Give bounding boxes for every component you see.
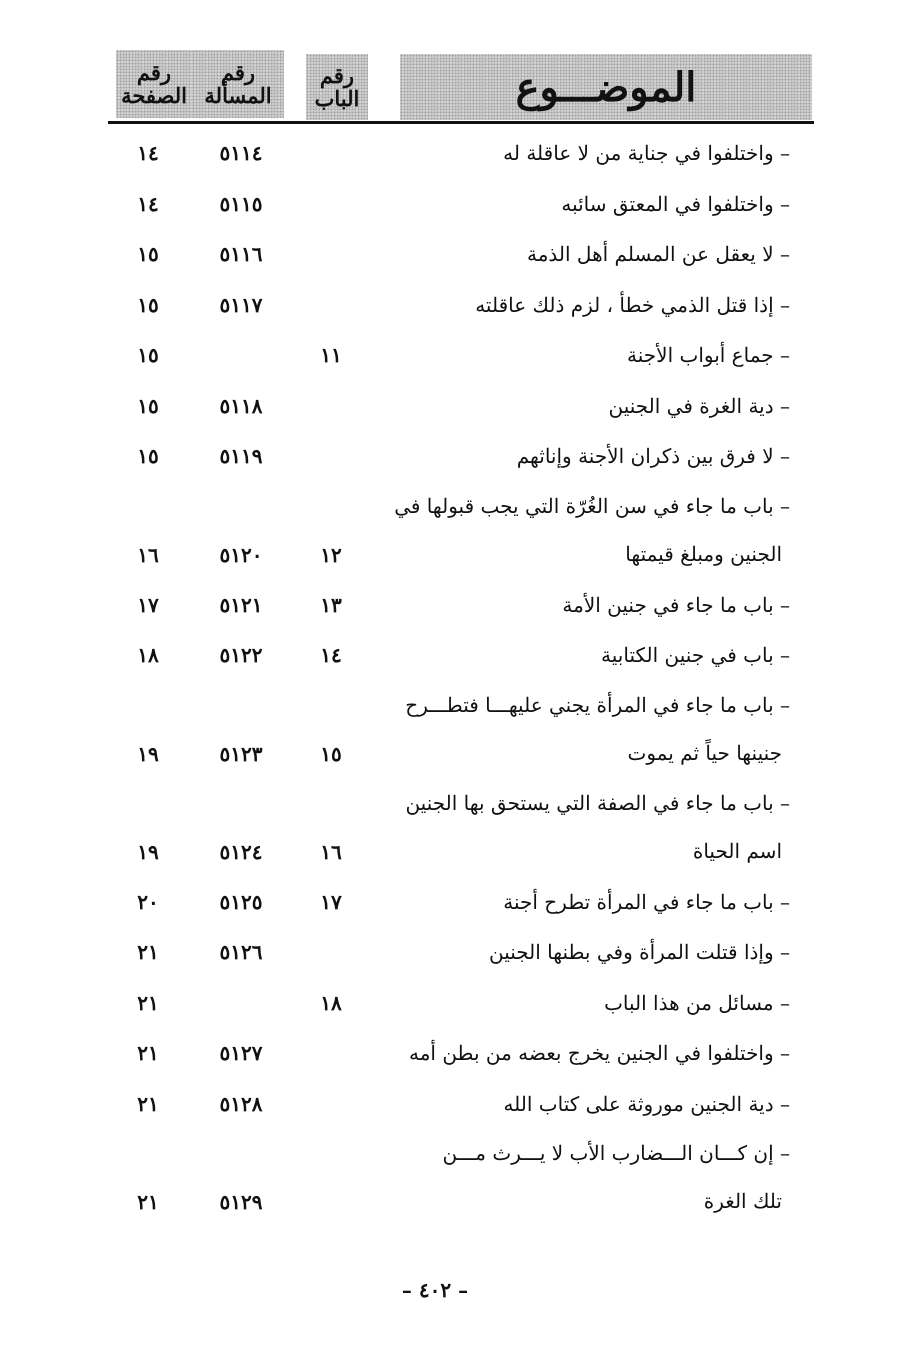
row-masala-number: ٥١٢٦ (219, 940, 263, 964)
table-row (0, 229, 900, 280)
row-masala-number: ٥١١٤ (219, 141, 263, 165)
table-row (0, 927, 900, 978)
header-bab-line1: رقم (319, 62, 355, 88)
row-topic-line1: – واختلفوا في المعتق سائبه (561, 191, 790, 216)
row-topic-line1: – واختلفوا في الجنين يخرج بعضه من بطن أمه (408, 1041, 790, 1065)
header-bab-line2: الباب (314, 86, 360, 111)
row-topic (350, 128, 790, 178)
table-row (0, 1028, 900, 1079)
table-row (0, 580, 900, 631)
row-topic (350, 580, 790, 630)
row-page-number: ٢١ (137, 1041, 159, 1065)
row-page-number: ٢١ (137, 990, 159, 1015)
row-topic-line1: – باب ما جاء في جنين الأمة (562, 592, 790, 617)
row-page-number: ١٥ (137, 242, 159, 266)
row-bab-number: ١٥ (320, 741, 342, 766)
row-topic (350, 779, 790, 875)
row-masala-number: ٥١٢٠ (219, 542, 263, 567)
row-masala-number: ٥١٢٨ (219, 1091, 263, 1116)
row-topic (350, 229, 790, 279)
row-masala-number: ٥١٢٥ (219, 889, 263, 914)
row-topic (350, 1129, 790, 1225)
row-page-number: ١٨ (137, 643, 159, 667)
row-topic-line1: – لا فرق بين ذكران الأجنة وإناثهم (516, 444, 790, 468)
page-number: – ٤٠٢ – (401, 1278, 469, 1302)
row-masala-number: ٥١٢٢ (219, 643, 263, 667)
table-row (0, 630, 900, 681)
table-row (0, 280, 900, 331)
row-topic (350, 381, 790, 431)
table-row (0, 482, 900, 580)
header-masala-line1: رقم (220, 59, 256, 85)
row-bab-number: ١٣ (320, 592, 342, 617)
row-page-number: ١٤ (137, 141, 159, 165)
row-topic-line1: – جماع أبواب الأجنة (627, 343, 790, 367)
row-masala-number: ٥١٢٤ (219, 839, 263, 864)
index-table (0, 128, 900, 1227)
row-page-number: ٢١ (137, 1190, 159, 1214)
row-topic-line1: – واختلفوا في جناية من لا عاقلة له (503, 141, 790, 165)
row-topic-line1: – باب ما جاء في سن الغُرّة التي يجب قبولها في (394, 493, 790, 518)
header-safha-line2: الصفحة (121, 83, 187, 108)
row-topic-line1: – لا يعقل عن المسلم أهل الذمة (526, 242, 790, 266)
table-row (0, 431, 900, 482)
header-safha (116, 50, 192, 118)
row-topic (350, 482, 790, 578)
row-bab-number: ١٨ (320, 990, 342, 1015)
row-page-number: ١٥ (137, 393, 159, 418)
row-topic (350, 330, 790, 380)
row-topic (350, 179, 790, 229)
row-page-number: ٢٠ (137, 889, 159, 914)
header-topic-label: الموضـــوع (515, 63, 697, 111)
row-masala-number: ٥١١٨ (219, 393, 263, 418)
row-masala-number: ٥١١٧ (219, 292, 263, 317)
header-topic (400, 54, 812, 120)
table-row (0, 128, 900, 179)
table-row (0, 877, 900, 928)
header-masala (192, 50, 284, 118)
header-safha-line1: رقم (136, 59, 172, 85)
row-topic-line1: – باب ما جاء في المرأة تطرح أجنة (503, 889, 790, 914)
row-topic-line2: اسم الحياة (692, 838, 782, 863)
row-topic-line2: جنينها حياً ثم يموت (627, 740, 782, 765)
row-topic-line1: – باب في جنين الكتابية (601, 643, 790, 667)
row-masala-number: ٥١١٦ (219, 242, 263, 266)
row-page-number: ١٥ (137, 292, 159, 317)
row-topic-line1: – باب ما جاء في الصفة التي يستحق بها الجنين (405, 790, 790, 815)
row-topic (350, 630, 790, 680)
row-topic-line1: – دية الجنين موروثة على كتاب الله (503, 1091, 790, 1116)
row-masala-number: ٥١٢٣ (219, 741, 263, 766)
row-page-number: ١٦ (137, 542, 159, 567)
row-masala-number: ٥١٢٩ (219, 1190, 263, 1214)
row-topic (350, 681, 790, 777)
row-topic (350, 1028, 790, 1078)
table-row (0, 681, 900, 779)
row-bab-number: ١١ (320, 343, 342, 367)
row-topic-line2: الجنين ومبلغ قيمتها (625, 541, 782, 566)
table-row (0, 978, 900, 1029)
table-row (0, 1079, 900, 1130)
row-page-number: ١٩ (137, 839, 159, 864)
row-masala-number: ٥١١٩ (219, 444, 263, 468)
row-page-number: ٢١ (137, 1091, 159, 1116)
row-topic (350, 280, 790, 330)
table-row (0, 330, 900, 381)
table-row (0, 179, 900, 230)
header-masala-line2: المسألة (204, 83, 272, 108)
row-topic-line2: تلك الغرة (703, 1189, 782, 1213)
row-page-number: ١٥ (137, 444, 159, 468)
table-row (0, 381, 900, 432)
row-masala-number: ٥١٢٧ (219, 1041, 263, 1065)
row-topic-line1: – وإذا قتلت المرأة وفي بطنها الجنين (488, 940, 790, 964)
header-rule (108, 121, 814, 124)
row-bab-number: ١٢ (320, 542, 342, 567)
table-row (0, 779, 900, 877)
row-topic-line1: – باب ما جاء في المرأة يجني عليهـــا فتطـــرح (405, 692, 790, 717)
row-topic (350, 431, 790, 481)
table-row (0, 1129, 900, 1227)
row-topic-line1: – إذا قتل الذمي خطأ ، لزم ذلك عاقلته (475, 292, 790, 317)
row-topic (350, 978, 790, 1028)
row-bab-number: ١٧ (320, 889, 342, 914)
row-bab-number: ١٤ (320, 643, 342, 667)
header-bab (306, 54, 368, 120)
row-topic-line1: – دية الغرة في الجنين (608, 393, 790, 418)
row-masala-number: ٥١١٥ (219, 191, 263, 216)
row-topic (350, 877, 790, 927)
row-page-number: ١٥ (137, 343, 159, 367)
row-page-number: ٢١ (137, 940, 159, 964)
row-topic (350, 1079, 790, 1129)
row-page-number: ١٤ (137, 191, 159, 216)
row-topic (350, 927, 790, 977)
row-masala-number: ٥١٢١ (219, 592, 263, 617)
row-page-number: ١٩ (137, 741, 159, 766)
row-topic-line1: – إن كـــان الـــضارب الأب لا يـــرث مـــن (442, 1141, 790, 1165)
row-bab-number: ١٦ (320, 839, 342, 864)
row-page-number: ١٧ (137, 592, 159, 617)
row-topic-line1: – مسائل من هذا الباب (604, 990, 790, 1015)
